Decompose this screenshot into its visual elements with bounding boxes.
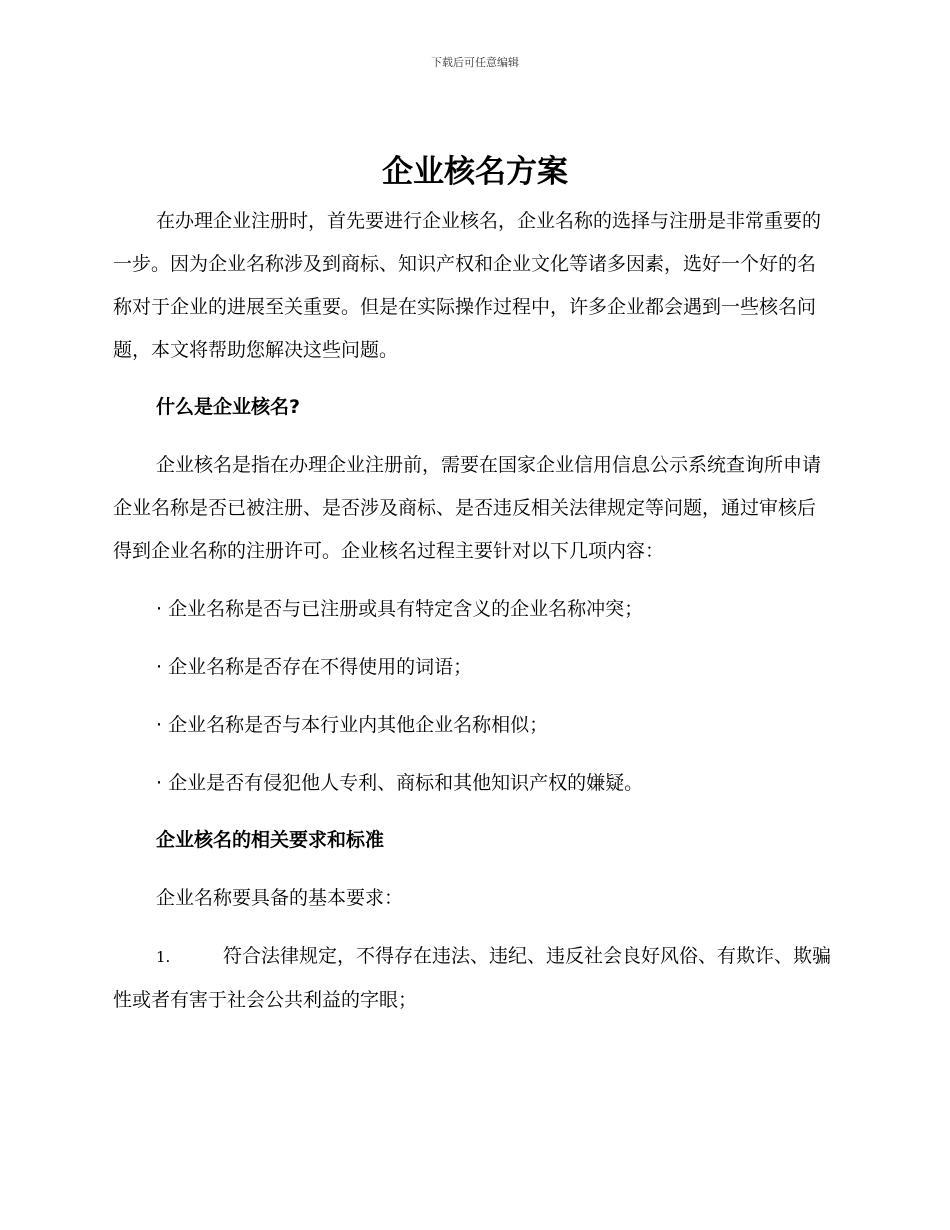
numbered-item-text: 符合法律规定，不得存在违法、违纪、违反社会良好风俗、有欺诈、欺骗性或者有害于社会公共利益的字眼； xyxy=(113,945,832,1011)
bullet-item: · 企业是否有侵犯他人专利、商标和其他知识产权的嫌疑。 xyxy=(156,772,644,794)
section-heading-what-is: 什么是企业核名? xyxy=(156,396,301,418)
document-body xyxy=(113,200,833,1022)
document-title: 企业核名方案 xyxy=(382,154,568,190)
section1-paragraph: 企业核名是指在办理企业注册前，需要在国家企业信用信息公示系统查询所申请企业名称是否已被注册、是否涉及商标、是否违反相关法律规定等问题，通过审核后得到企业名称的注册许可。企业核名过程主要针对以下几项内容： xyxy=(113,454,822,562)
bullet-item: · 企业名称是否存在不得使用的词语； xyxy=(156,656,473,678)
numbered-item-number: 1. xyxy=(156,948,171,966)
intro-paragraph: 在办理企业注册时，首先要进行企业核名，企业名称的选择与注册是非常重要的一步。因为企业名称涉及到商标、知识产权和企业文化等诸多因素，选好一个好的名称对于企业的进展至关重要。但是在实际操作过程中，许多企业都会遇到一些核名问题，本文将帮助您解决这些问题。 xyxy=(113,210,822,361)
numbered-item xyxy=(113,935,833,1022)
section-heading-requirements: 企业核名的相关要求和标准 xyxy=(156,829,385,851)
header-note: 下载后可任意编辑 xyxy=(431,56,519,69)
bullet-item: · 企业名称是否与已注册或具有特定含义的企业名称冲突； xyxy=(156,598,644,620)
section2-intro: 企业名称要具备的基本要求： xyxy=(156,887,404,909)
bullet-item: · 企业名称是否与本行业内其他企业名称相似； xyxy=(156,714,549,736)
